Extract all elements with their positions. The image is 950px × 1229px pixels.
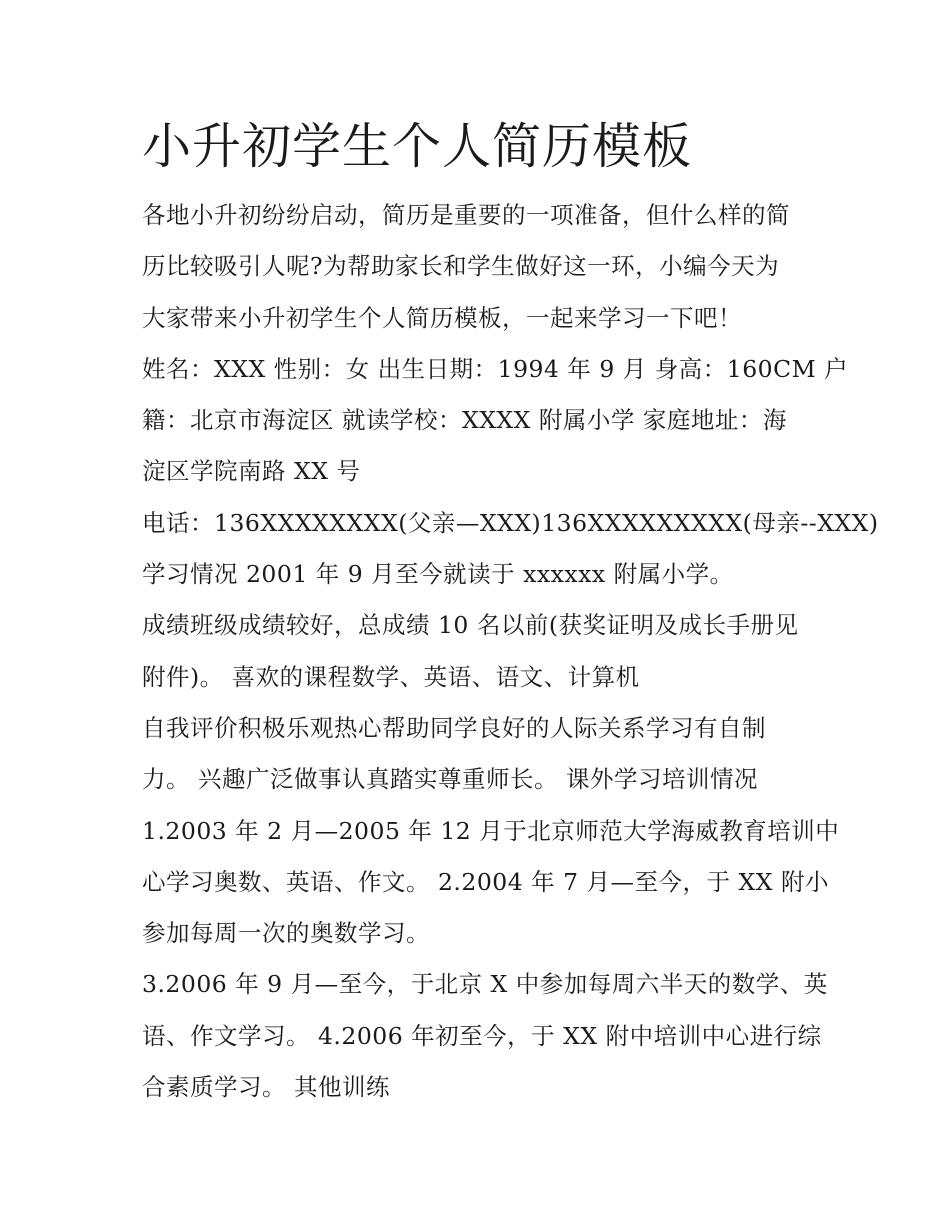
intro-paragraph: [142, 190, 822, 344]
document-page: [142, 112, 879, 1113]
phone-paragraph: [142, 498, 879, 549]
text-line: 参加每周一次的奥数学习。: [142, 919, 430, 948]
text-line: 合素质学习。 其他训练: [142, 1073, 390, 1102]
text-line: 自我评价积极乐观热心帮助同学良好的人际关系学习有自制: [142, 713, 766, 742]
text-line: 附件)。 喜欢的课程数学、英语、语文、计算机: [142, 662, 640, 691]
personal-info-paragraph: [142, 344, 849, 498]
text-line: 学习情况 2001 年 9 月至今就读于 xxxxxx 附属小学。: [142, 560, 734, 589]
text-line: 心学习奥数、英语、作文。 2.2004 年 7 月—至今，于 XX 附小: [142, 867, 829, 896]
text-line: 历比较吸引人呢?为帮助家长和学生做好这一环，小编今天为: [142, 252, 780, 281]
text-line: 力。 兴趣广泛做事认真踏实尊重师长。 课外学习培训情况: [142, 765, 758, 794]
text-line: 淀区学院南路 XX 号: [142, 457, 361, 486]
text-line: 成绩班级成绩较好，总成绩 10 名以前(获奖证明及成长手册见: [142, 611, 799, 640]
self-evaluation-paragraph: [142, 703, 822, 806]
text-line: 电话：136XXXXXXXX(父亲—XXX)136XXXXXXXXX(母亲--XXX): [142, 508, 879, 537]
text-line: 1.2003 年 2 月—2005 年 12 月于北京师范大学海威教育培训中: [142, 816, 840, 845]
text-line: 大家带来小升初学生个人简历模板，一起来学习一下吧！: [142, 303, 742, 332]
text-line: 语、作文学习。 4.2006 年初至今，于 XX 附中培训中心进行综: [142, 1021, 822, 1050]
page-title: 小升初学生个人简历模板: [142, 118, 693, 175]
text-line: 姓名：XXX 性别：女 出生日期：1994 年 9 月 身高：160CM 户: [142, 354, 849, 383]
text-line: 各地小升初纷纷启动，简历是重要的一项准备，但什么样的简: [142, 201, 790, 229]
training-paragraph-2: [142, 959, 828, 1113]
grades-paragraph: [142, 600, 822, 703]
training-paragraph-1: [142, 806, 840, 960]
text-line: 籍：北京市海淀区 就读学校：XXXX 附属小学 家庭地址：海: [142, 406, 787, 435]
study-situation-paragraph: [142, 549, 822, 600]
text-line: 3.2006 年 9 月—至今，于北京 X 中参加每周六半天的数学、英: [142, 970, 828, 999]
